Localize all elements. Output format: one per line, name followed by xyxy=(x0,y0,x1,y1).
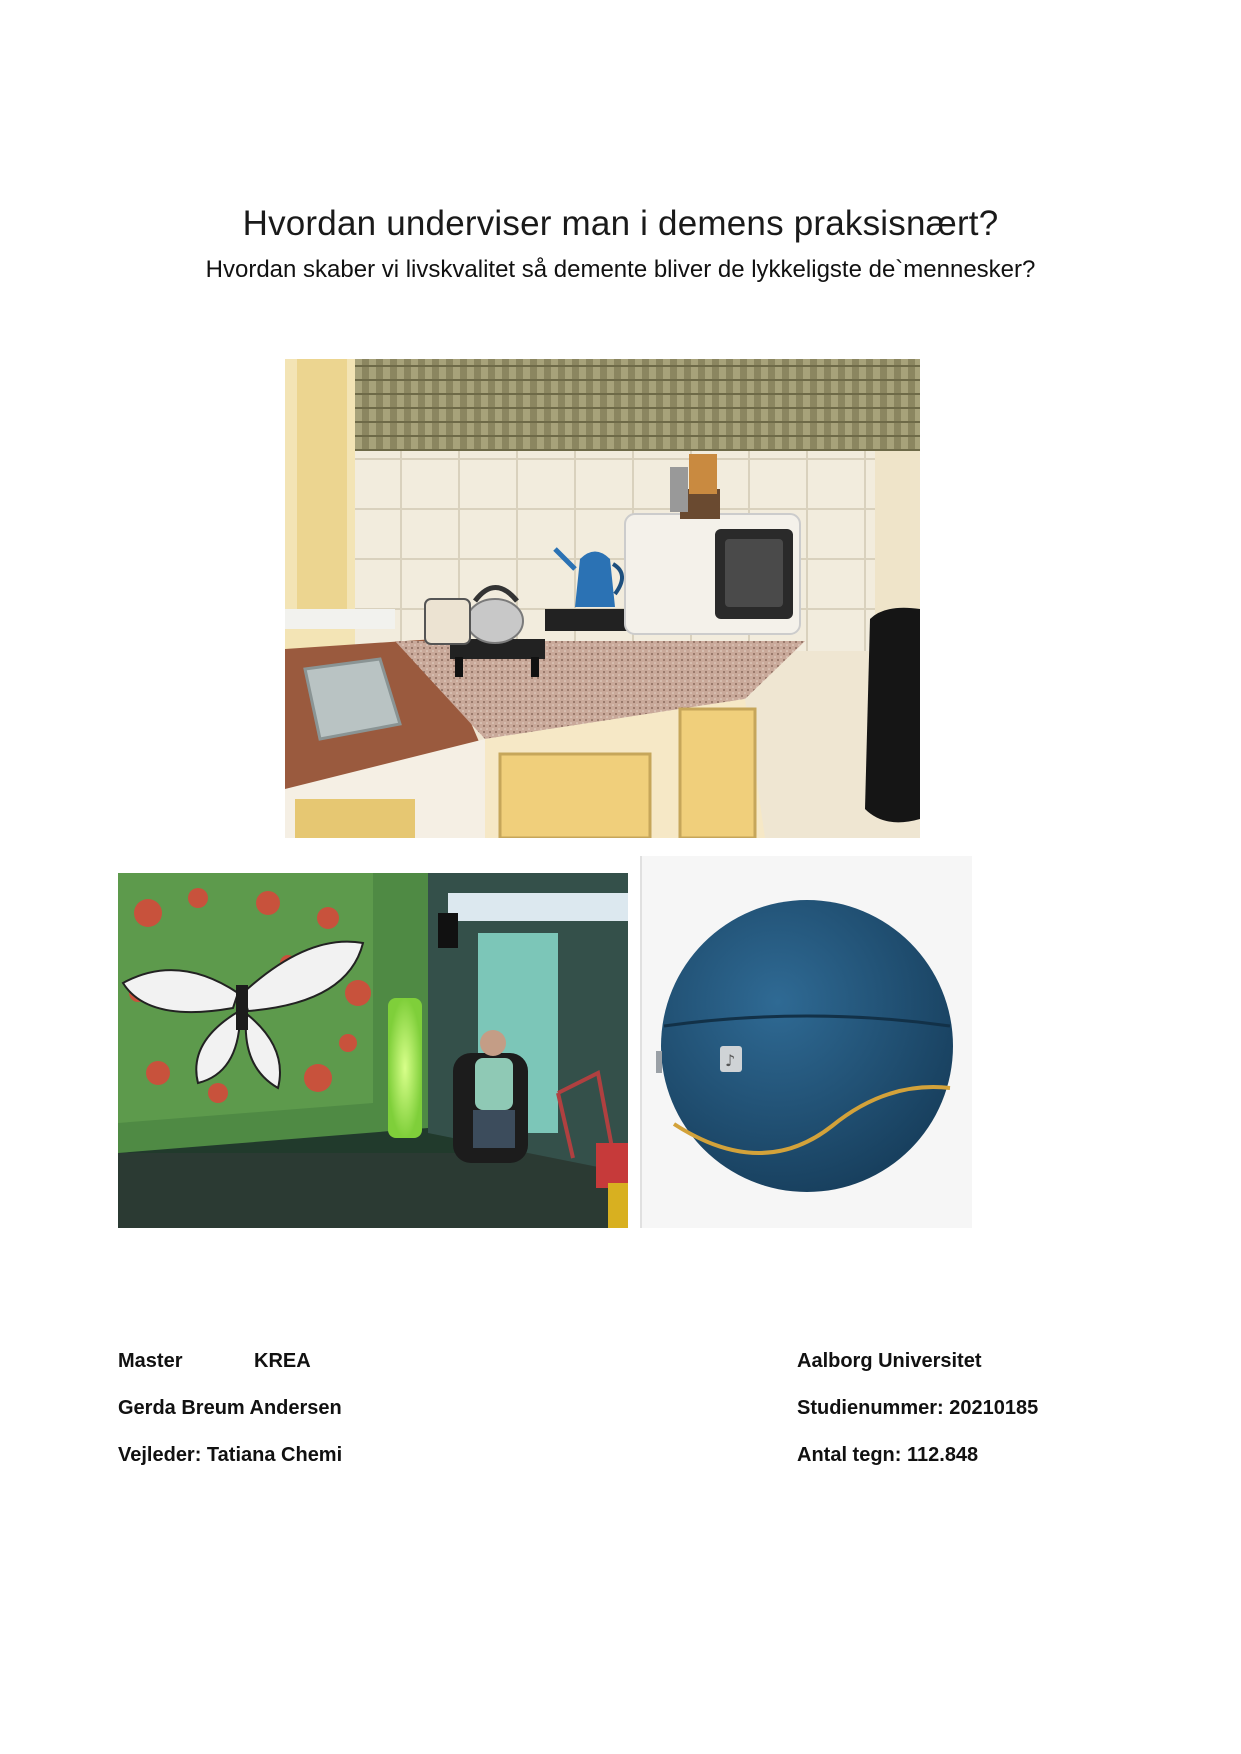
sensory-room-photo xyxy=(118,873,628,1228)
svg-text:♪: ♪ xyxy=(725,1051,736,1070)
author-name: Gerda Breum Andersen xyxy=(118,1397,342,1419)
kitchen-photo xyxy=(285,359,920,838)
program-label: KREA xyxy=(254,1350,311,1372)
university: Aalborg Universitet xyxy=(797,1350,982,1372)
degree-label: Master xyxy=(118,1350,183,1372)
cushion-photo xyxy=(640,856,972,1228)
document-subtitle: Hvordan skaber vi livskvalitet så demente bliver de lykkeligste de`mennesker? xyxy=(205,256,1036,283)
supervisor: Vejleder: Tatiana Chemi xyxy=(118,1444,343,1466)
character-count: Antal tegn: 112.848 xyxy=(797,1444,979,1466)
student-number: Studienummer: 20210185 xyxy=(797,1397,1039,1419)
document-title: Hvordan underviser man i demens praksisnært? xyxy=(242,204,999,243)
